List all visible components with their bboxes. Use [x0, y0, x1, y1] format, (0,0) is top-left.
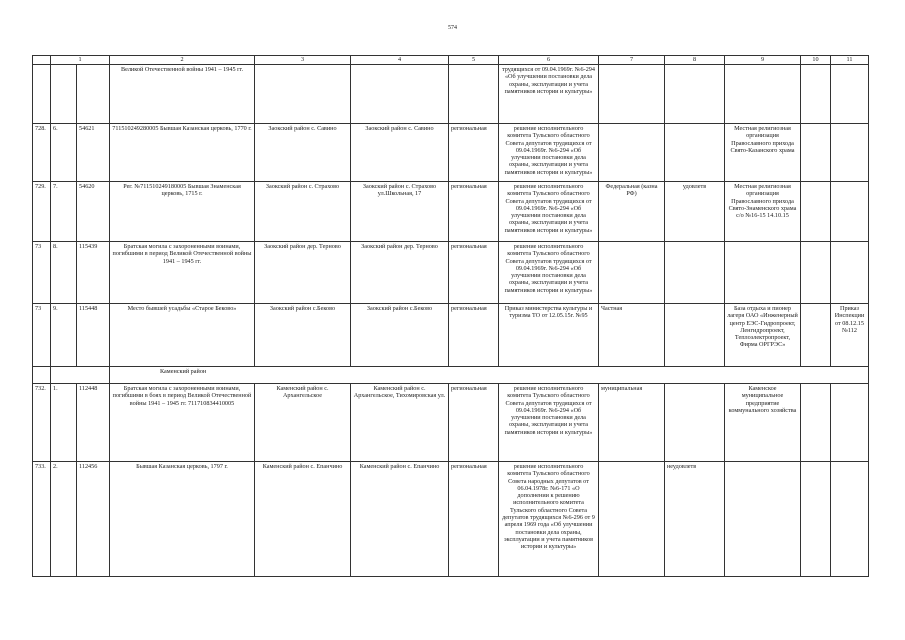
column-header: 11: [831, 56, 869, 65]
object-name-cell: Рег. №711510249180005 Бывшая Знаменская церковь, 1715 г.: [110, 182, 255, 242]
address-cell: Заокский район с. Страхово ул.Школьная, 17: [351, 182, 449, 242]
category-cell: региональная: [449, 182, 499, 242]
user-cell: [725, 242, 801, 304]
condition-cell: удовлетв: [665, 182, 725, 242]
ownership-cell: [599, 65, 665, 124]
item-number-cell: 2.: [51, 462, 77, 577]
category-cell: региональная: [449, 124, 499, 182]
document-cell: Приказ министерства культуры и туризма ТО от 12.05.15г. №95: [499, 304, 599, 367]
column-11-cell: [831, 462, 869, 577]
column-11-cell: [831, 124, 869, 182]
object-code-cell: 115439: [77, 242, 110, 304]
location-cell: [255, 65, 351, 124]
address-cell: [351, 65, 449, 124]
column-11-cell: [831, 65, 869, 124]
table-row: [33, 304, 869, 367]
object-name-cell: Великой Отечественной войны 1941 – 1945 гг.: [110, 65, 255, 124]
category-cell: региональная: [449, 242, 499, 304]
column-header: 9: [725, 56, 801, 65]
ownership-cell: Федеральная (казна РФ): [599, 182, 665, 242]
ownership-cell: [599, 462, 665, 577]
ownership-cell: Частная: [599, 304, 665, 367]
table-row: [33, 182, 869, 242]
condition-cell: [665, 304, 725, 367]
column-header: 5: [449, 56, 499, 65]
item-number-cell: [51, 367, 110, 384]
address-cell: Каменский район с. Епанчино: [351, 462, 449, 577]
user-cell: [725, 462, 801, 577]
category-cell: региональная: [449, 384, 499, 462]
column-header: 8: [665, 56, 725, 65]
document-cell: решение исполнительного комитета Тульского областного Совета депутатов трудящихся от 09.04.1969г. №6-294 «Об улучшении постановки дела охраны, эксплуатации и учета памятников истории и культуры»: [499, 242, 599, 304]
registry-number-cell: 728.: [33, 124, 51, 182]
object-code-cell: 112448: [77, 384, 110, 462]
document-cell: трудящихся от 09.04.1969г. №6-294 «Об улучшении постановки дела охраны, эксплуатации и учета памятников истории и культуры»: [499, 65, 599, 124]
object-name-cell: Бывшая Казанская церковь, 1797 г.: [110, 462, 255, 577]
header-row: [33, 56, 869, 65]
column-header-reg: [33, 56, 51, 65]
item-number-cell: 8.: [51, 242, 77, 304]
object-code-cell: 115448: [77, 304, 110, 367]
column-10-cell: [801, 182, 831, 242]
column-header: 10: [801, 56, 831, 65]
column-10-cell: [801, 124, 831, 182]
column-11-cell: Приказ Инспекции от 08.12.15 №112: [831, 304, 869, 367]
user-cell: Местная религиозная организация Православного прихода Свято-Знаменского храма с/о №16-15 14.10.15: [725, 182, 801, 242]
location-cell: Каменский район с. Епанчино: [255, 462, 351, 577]
column-10-cell: [801, 242, 831, 304]
registry-number-cell: [33, 367, 51, 384]
column-header: 6: [499, 56, 599, 65]
condition-cell: [665, 384, 725, 462]
page-number: 574: [448, 25, 457, 31]
column-header: 3: [255, 56, 351, 65]
user-cell: Местная религиозная организация Православного прихода Свято-Казанского храма: [725, 124, 801, 182]
registry-number-cell: 733.: [33, 462, 51, 577]
column-10-cell: [801, 65, 831, 124]
column-10-cell: [801, 384, 831, 462]
condition-cell: неудовлетв: [665, 462, 725, 577]
category-cell: [449, 65, 499, 124]
document-cell: решение исполнительного комитета Тульского областного Совета депутатов трудящихся от 09.04.1969г. №6-294 «Об улучшении постановки дела охраны, эксплуатации и учета памятников истории и культуры»: [499, 124, 599, 182]
registry-number-cell: [33, 65, 51, 124]
object-code-cell: 54621: [77, 124, 110, 182]
address-cell: Заокский район дер. Терново: [351, 242, 449, 304]
column-10-cell: [801, 304, 831, 367]
registry-number-cell: 73: [33, 242, 51, 304]
location-cell: Каменский район с. Архангельское: [255, 384, 351, 462]
table-row: [33, 462, 869, 577]
document-cell: решение исполнительного комитета Тульского областного Совета депутатов трудящихся от 09.04.1969г. №6-294 «Об улучшении постановки дела охраны, эксплуатации и учета памятников истории и культуры»: [499, 182, 599, 242]
table-row: [33, 124, 869, 182]
item-number-cell: 7.: [51, 182, 77, 242]
column-header: 2: [110, 56, 255, 65]
object-name-cell: Место бывшей усадьбы «Старое Беково»: [110, 304, 255, 367]
column-header: 7: [599, 56, 665, 65]
ownership-cell: муниципальная: [599, 384, 665, 462]
column-header: 1: [51, 56, 110, 65]
location-cell: Заокский район дер. Терново: [255, 242, 351, 304]
user-cell: [725, 65, 801, 124]
object-code-cell: 112456: [77, 462, 110, 577]
object-code-cell: [77, 65, 110, 124]
registry-number-cell: 729.: [33, 182, 51, 242]
location-cell: Заокский район с.Беково: [255, 304, 351, 367]
ownership-cell: [599, 124, 665, 182]
ownership-cell: [599, 242, 665, 304]
object-name-cell: Братская могила с захороненными воинами, погибшими в период Великой Отечественной войны 1941 – 1945 гг.: [110, 242, 255, 304]
section-title: Каменский район: [110, 367, 869, 384]
object-name-cell: 711510249280005 Бывшая Казанская церковь, 1770 г.: [110, 124, 255, 182]
address-cell: Заокский район с.Беково: [351, 304, 449, 367]
address-cell: Заокский район с. Савино: [351, 124, 449, 182]
registry-number-cell: 73: [33, 304, 51, 367]
column-11-cell: [831, 242, 869, 304]
object-code-cell: 54620: [77, 182, 110, 242]
column-11-cell: [831, 384, 869, 462]
registry-number-cell: 732.: [33, 384, 51, 462]
category-cell: региональная: [449, 304, 499, 367]
section-row: [33, 367, 869, 384]
location-cell: Заокский район с. Савино: [255, 124, 351, 182]
item-number-cell: [51, 65, 77, 124]
table-row: [33, 65, 869, 124]
document-cell: решение исполнительного комитета Тульского областного Совета народных депутатов от 06.04.1978г. №6-171 «О дополнении к решению исполнительного комитета Тульского областного Совета депутатов трудящихся №6-296 от 9 апреля 1969 года «Об улучшении постановки дела охраны, эксплуатации и учета памятников истории и культуры»: [499, 462, 599, 577]
category-cell: региональная: [449, 462, 499, 577]
user-cell: Каменское муниципальное предприятие коммунального хозяйства: [725, 384, 801, 462]
condition-cell: [665, 65, 725, 124]
address-cell: Каменский район с. Архангельское, Тихомировская ул.: [351, 384, 449, 462]
user-cell: База отдыха и пионер лагеря ОАО «Инженерный центр ЕЭС-Гидропроект, Ленгидропроект, Теплоэлектропроект, Фирма ОРГРЭС»: [725, 304, 801, 367]
column-header: 4: [351, 56, 449, 65]
column-11-cell: [831, 182, 869, 242]
location-cell: Заокский район с. Страхово: [255, 182, 351, 242]
condition-cell: [665, 124, 725, 182]
column-10-cell: [801, 462, 831, 577]
item-number-cell: 9.: [51, 304, 77, 367]
document-cell: решение исполнительного комитета Тульского областного Совета депутатов трудящихся от 09.04.1969г. №6-294 «Об улучшении постановки дела охраны, эксплуатации и учета памятников истории и культуры»: [499, 384, 599, 462]
object-name-cell: Братская могила с захороненными воинами, погибшими в боях в период Великой Отечественной войны 1941 – 1945 гг. 711710834410005: [110, 384, 255, 462]
item-number-cell: 6.: [51, 124, 77, 182]
registry-table: [32, 55, 869, 577]
condition-cell: [665, 242, 725, 304]
table-row: [33, 242, 869, 304]
item-number-cell: 1.: [51, 384, 77, 462]
table-row: [33, 384, 869, 462]
